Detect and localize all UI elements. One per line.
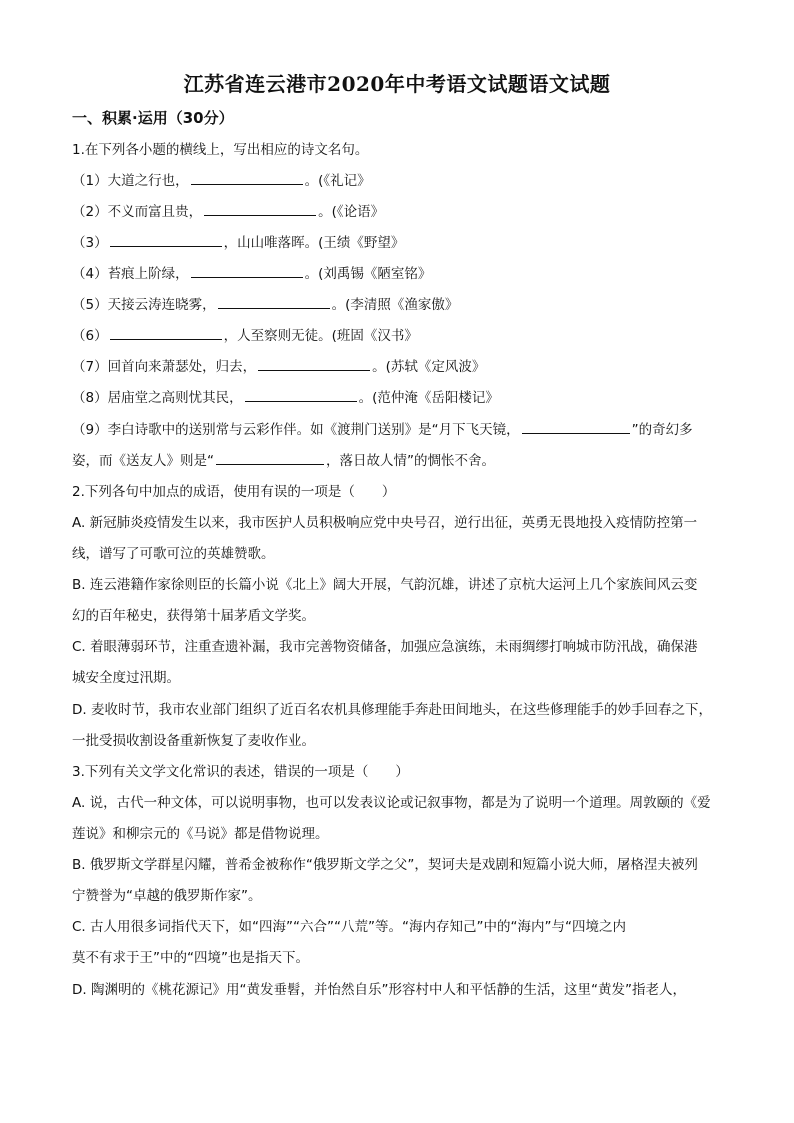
question-2-option-a-cont: 线，谱写了可歌可泣的英雄赞歌。 xyxy=(72,546,275,562)
item-prefix: 苔痕上阶绿， xyxy=(107,266,189,282)
item-text: ”的奇幻多 xyxy=(631,422,693,438)
question-3-option-a: A. 说，古代一种文体，可以说明事物，也可以发表议论或记叙事物，都是为了说明一个道理。周敦颐的《爱 xyxy=(72,795,711,811)
answer-blank[interactable] xyxy=(258,357,370,371)
item-suffix: 。(李清照《渔家傲》 xyxy=(331,297,459,313)
question-3-option-d: D. 陶渊明的《桃花源记》用“黄发垂髫，并怡然自乐”形容村中人和平恬静的生活，这里“黄发”指老人， xyxy=(72,982,686,998)
question-1-item-8 xyxy=(72,388,732,408)
section-heading: 一、积累·运用（30分） xyxy=(72,109,234,127)
item-number: （2） xyxy=(72,204,108,220)
answer-blank[interactable] xyxy=(204,202,316,216)
question-1-item-7 xyxy=(72,357,732,377)
item-number: （5） xyxy=(72,297,108,313)
question-2-option-b: B. 连云港籍作家徐则臣的长篇小说《北上》阔大开展，气韵沉雄，讲述了京杭大运河上几个家族间风云变 xyxy=(72,577,698,593)
question-1-item-3 xyxy=(72,233,732,253)
item-text: （9）李白诗歌中的送别常与云彩作伴。如《渡荆门送别》是“月下飞天镜， xyxy=(72,422,520,438)
item-prefix: 大道之行也， xyxy=(107,173,189,189)
item-suffix: 。(苏轼《定风波》 xyxy=(372,359,486,375)
question-2-stem: 2.下列各句中加点的成语，使用有误的一项是（ ） xyxy=(72,484,396,500)
question-3-stem: 3.下列有关文学文化常识的表述，错误的一项是（ ） xyxy=(72,764,409,780)
question-1-item-2 xyxy=(72,202,732,222)
answer-blank[interactable] xyxy=(218,295,330,309)
item-text: ，落日故人情”的惆怅不舍。 xyxy=(326,453,495,469)
question-1-stem: 1.在下列各小题的横线上，写出相应的诗文名句。 xyxy=(72,142,369,158)
item-prefix: 回首向来萧瑟处，归去， xyxy=(107,359,257,375)
question-1-item-1 xyxy=(72,171,732,191)
item-suffix: ，山山唯落晖。(王绩《野望》 xyxy=(223,235,405,251)
item-suffix: 。(《礼记》 xyxy=(304,173,371,189)
question-2-option-d-cont: 一批受损收割设备重新恢复了麦收作业。 xyxy=(72,733,315,749)
answer-blank[interactable] xyxy=(110,326,222,340)
item-number: （1） xyxy=(72,173,108,189)
question-3-option-c: C. 古人用很多词指代天下，如“四海”“六合”“八荒”等。“海内存知己”中的“海内”与“四境之内 xyxy=(72,919,626,935)
item-suffix: 。(刘禹锡《陋室铭》 xyxy=(304,266,432,282)
item-number: （7） xyxy=(72,359,108,375)
item-number: （3） xyxy=(72,235,108,251)
item-number: （6） xyxy=(72,328,108,344)
item-suffix: 。(范仲淹《岳阳楼记》 xyxy=(358,390,499,406)
question-3-option-b-cont: 宁赞誉为“卓越的俄罗斯作家”。 xyxy=(72,888,262,904)
question-2-option-c: C. 着眼薄弱环节，注重查遗补漏，我市完善物资储备，加强应急演练，未雨绸缪打响城市防汛战，确保港 xyxy=(72,639,698,655)
item-text: 姿，而《送友人》则是“ xyxy=(72,453,214,469)
item-prefix: 天接云涛连晓雾， xyxy=(107,297,216,313)
item-suffix: 。(《论语》 xyxy=(318,204,385,220)
item-suffix: ，人至察则无徒。(班固《汉书》 xyxy=(223,328,418,344)
question-1-item-4 xyxy=(72,264,732,284)
question-3-option-b: B. 俄罗斯文学群星闪耀，普希金被称作“俄罗斯文学之父”，契诃夫是戏剧和短篇小说大师，屠格涅夫被列 xyxy=(72,857,698,873)
item-prefix: 居庙堂之高则忧其民， xyxy=(107,390,243,406)
question-2-option-d: D. 麦收时节，我市农业部门组织了近百名农机具修理能手奔赴田间地头，在这些修理能手的妙手回春之下， xyxy=(72,702,712,718)
answer-blank[interactable] xyxy=(522,420,630,434)
item-number: （8） xyxy=(72,390,108,406)
question-1-item-9-line-2 xyxy=(72,451,732,471)
question-3-option-a-cont: 莲说》和柳宗元的《马说》都是借物说理。 xyxy=(72,826,329,842)
question-2-option-c-cont: 城安全度过汛期。 xyxy=(72,670,180,686)
answer-blank[interactable] xyxy=(191,264,303,278)
item-prefix: 不义而富且贵， xyxy=(107,204,203,220)
question-2-option-b-cont: 幻的百年秘史，获得第十届茅盾文学奖。 xyxy=(72,608,315,624)
item-number: （4） xyxy=(72,266,108,282)
answer-blank[interactable] xyxy=(216,451,324,465)
answer-blank[interactable] xyxy=(245,388,357,402)
question-1-item-6 xyxy=(72,326,732,346)
page-title: 江苏省连云港市2020年中考语文试题语文试题 xyxy=(183,72,611,96)
question-1-item-5 xyxy=(72,295,732,315)
question-2-option-a: A. 新冠肺炎疫情发生以来，我市医护人员积极响应党中央号召，逆行出征，英勇无畏地投入疫情防控第一 xyxy=(72,515,698,531)
answer-blank[interactable] xyxy=(110,233,222,247)
answer-blank[interactable] xyxy=(191,171,303,185)
question-3-option-c-cont: 莫不有求于王”中的“四境”也是指天下。 xyxy=(72,950,309,966)
question-1-item-9-line-1 xyxy=(72,420,732,440)
